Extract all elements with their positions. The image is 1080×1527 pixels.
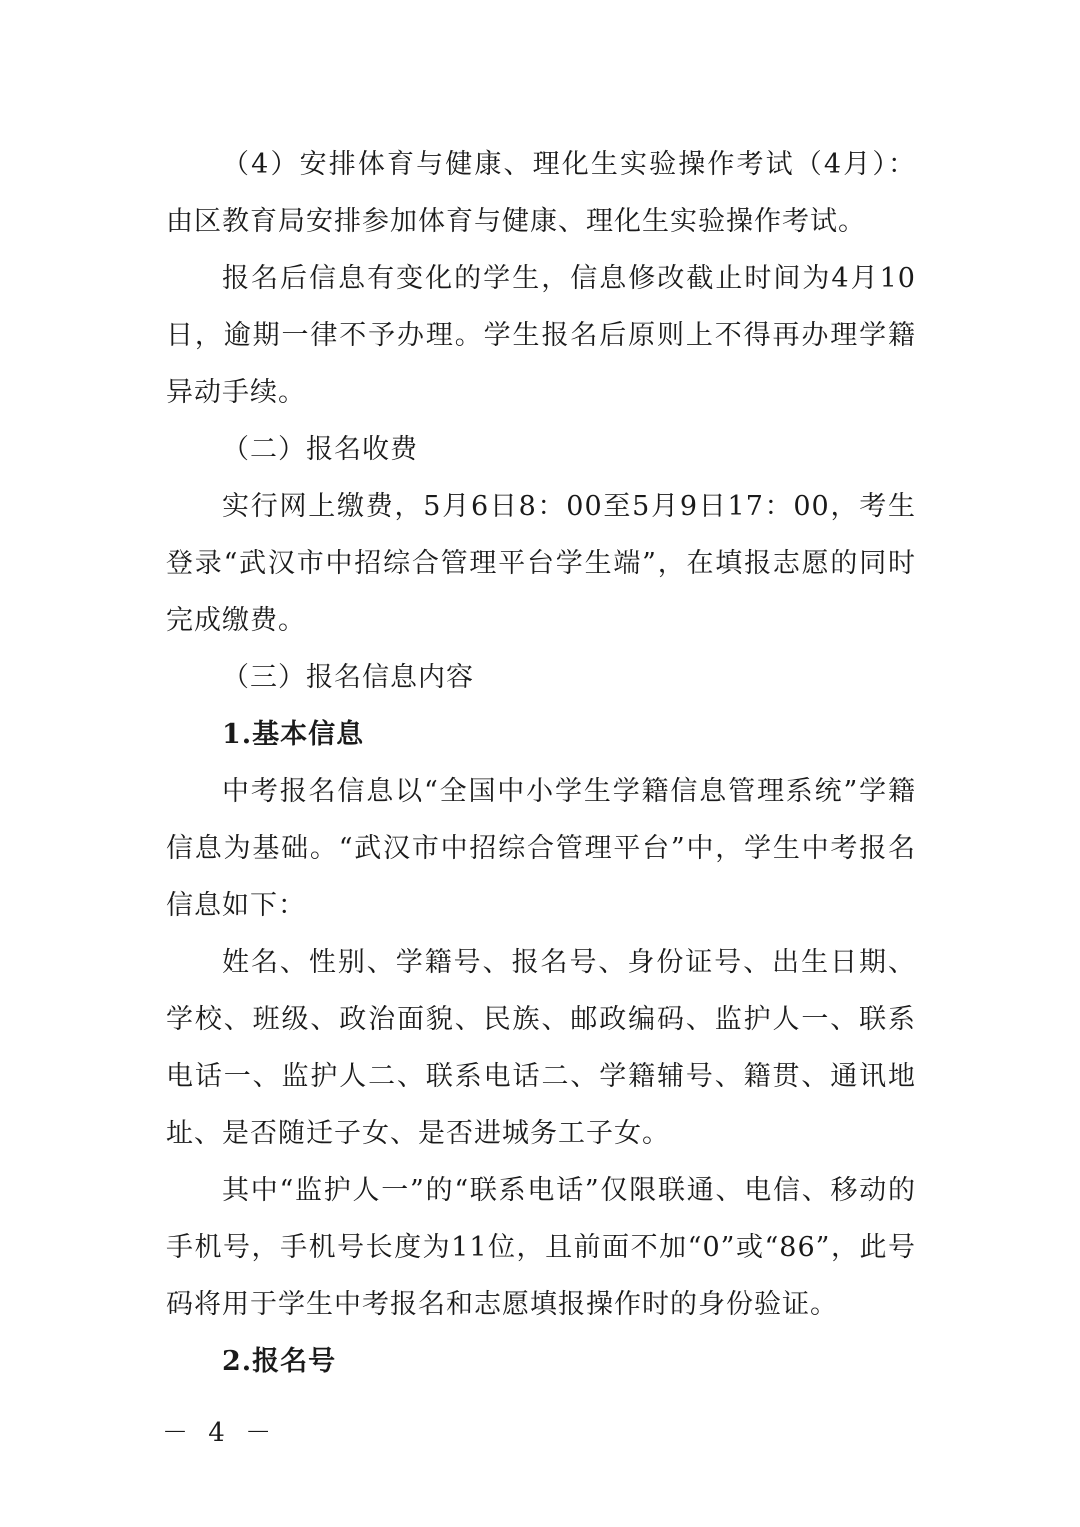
- section-heading-fee: （二）报名收费: [222, 434, 418, 465]
- subheading-basic-info: 1.基本信息: [222, 719, 365, 750]
- subheading-registration-number: 2.报名号: [222, 1346, 337, 1377]
- page-number: － 4 －: [162, 1418, 278, 1448]
- document-body: [166, 136, 916, 1390]
- section-heading-info-content: （三）报名信息内容: [222, 662, 474, 693]
- paragraph-fee: 实行网上缴费，5月6日8：00至5月9日17：00，考生登录“武汉市中招综合管理平台学生端”，在填报志愿的同时完成缴费。: [166, 491, 916, 636]
- paragraph-phone: 其中“监护人一”的“联系电话”仅限联通、电信、移动的手机号，手机号长度为11位，且前面不加“0”或“86”，此号码将用于学生中考报名和志愿填报操作时的身份验证。: [166, 1175, 916, 1320]
- paragraph-info-change: 报名后信息有变化的学生，信息修改截止时间为4月10日，逾期一律不予办理。学生报名后原则上不得再办理学籍异动手续。: [166, 263, 916, 408]
- paragraph-item-4: （4）安排体育与健康、理化生实验操作考试（4月）：由区教育局安排参加体育与健康、理化生实验操作考试。: [166, 149, 916, 237]
- paragraph-fields: 姓名、性别、学籍号、报名号、身份证号、出生日期、学校、班级、政治面貌、民族、邮政编码、监护人一、联系电话一、监护人二、联系电话二、学籍辅号、籍贯、通讯地址、是否随迁子女、是否进城务工子女。: [166, 947, 916, 1149]
- paragraph-basic-info: 中考报名信息以“全国中小学生学籍信息管理系统”学籍信息为基础。“武汉市中招综合管理平台”中，学生中考报名信息如下：: [166, 776, 916, 921]
